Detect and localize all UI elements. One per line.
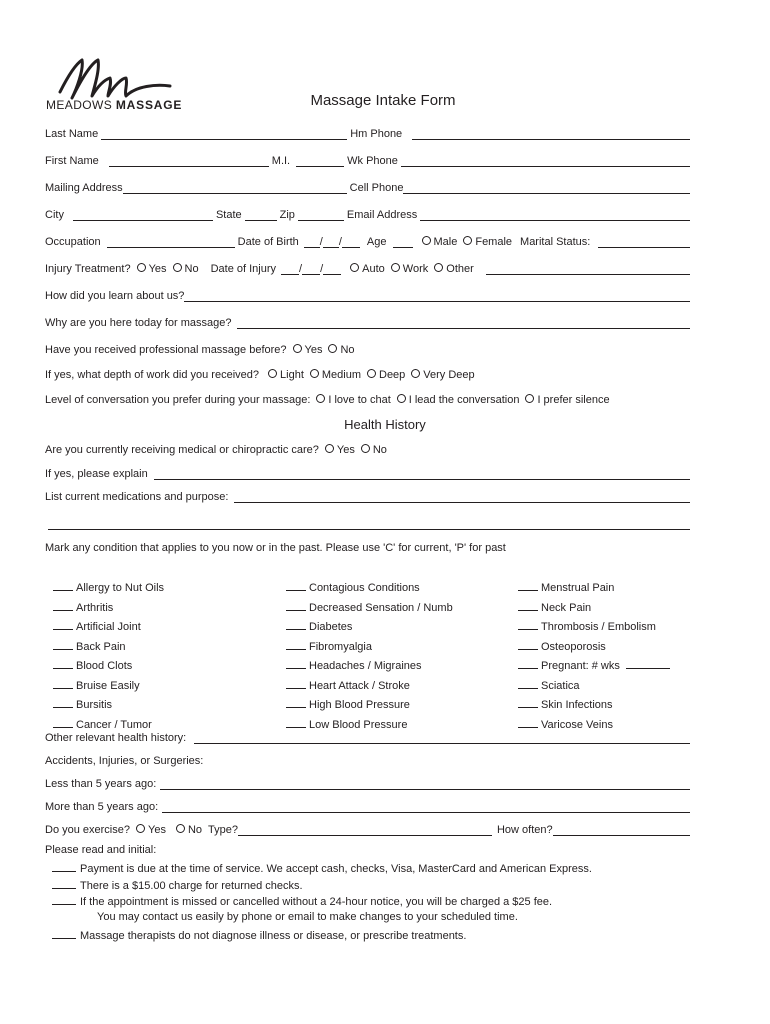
exercise-type-field[interactable] — [238, 824, 492, 836]
prefer-silence-radio[interactable]: I prefer silence — [525, 394, 609, 406]
city-field[interactable] — [73, 209, 213, 221]
first-name-field[interactable] — [109, 155, 269, 167]
row-learn: How did you learn about us? — [45, 288, 693, 302]
injury-no-radio[interactable]: No — [173, 263, 199, 275]
row-care: Are you currently receiving medical or chiropractic care? Yes No — [45, 444, 387, 456]
condition-mark-field[interactable] — [518, 580, 538, 591]
condition-item — [518, 600, 591, 614]
condition-label: Contagious Conditions — [309, 582, 420, 594]
condition-item — [53, 600, 113, 614]
condition-mark-field[interactable] — [286, 600, 306, 611]
injury-other-field[interactable] — [486, 263, 690, 275]
other-radio[interactable]: Other — [434, 263, 474, 275]
condition-mark-field[interactable] — [53, 600, 73, 611]
condition-label: Allergy to Nut Oils — [76, 582, 165, 594]
mi-field[interactable] — [296, 155, 344, 167]
initial-field[interactable] — [52, 894, 76, 905]
policy-item — [52, 878, 303, 892]
condition-mark-field[interactable] — [53, 619, 73, 630]
condition-item — [53, 619, 141, 633]
condition-mark-field[interactable] — [286, 658, 306, 669]
condition-item — [518, 580, 614, 594]
condition-item — [53, 717, 152, 731]
exercise-no-radio[interactable]: No — [176, 824, 202, 836]
explain-field[interactable] — [154, 468, 690, 480]
received-yes-radio[interactable]: Yes — [293, 344, 323, 356]
condition-label: Sciatica — [541, 679, 580, 692]
condition-item — [53, 639, 126, 653]
condition-label: Varicose Veins — [541, 718, 613, 731]
row-explain: If yes, please explain — [45, 466, 693, 480]
wk-phone-field[interactable] — [401, 155, 690, 167]
condition-item — [518, 678, 580, 692]
row-injury: Injury Treatment? Yes No Date of Injury / / Auto Work Other — [45, 261, 693, 275]
medium-radio[interactable]: Medium — [310, 369, 361, 381]
condition-label: Fibromyalgia — [309, 640, 372, 653]
row-occupation: Occupation Date of Birth / / Age Male Female Marital Status: — [45, 234, 693, 248]
condition-mark-field[interactable] — [518, 619, 538, 630]
row-last-name: Last Name Hm Phone — [45, 126, 693, 140]
cell-phone-field[interactable] — [403, 182, 690, 194]
health-history-heading: Health History — [344, 417, 426, 432]
condition-mark-field[interactable] — [53, 639, 73, 650]
auto-radio[interactable]: Auto — [350, 263, 385, 275]
row-exercise: Do you exercise? Yes No Type? How often? — [45, 822, 693, 836]
condition-item — [286, 658, 422, 672]
work-radio[interactable]: Work — [391, 263, 428, 275]
condition-item — [518, 639, 606, 653]
condition-mark-field[interactable] — [53, 678, 73, 689]
female-radio[interactable]: Female — [463, 236, 512, 248]
initial-field[interactable] — [52, 928, 76, 939]
row-first-name: First Name M.I. Wk Phone — [45, 153, 693, 167]
initial-field[interactable] — [52, 861, 76, 872]
dob-month-field[interactable] — [304, 236, 320, 248]
marital-status-field[interactable] — [598, 236, 690, 248]
male-radio[interactable]: Male — [422, 236, 458, 248]
condition-mark-field[interactable] — [286, 678, 306, 689]
meds-field-2[interactable] — [48, 518, 690, 530]
more5-field[interactable] — [162, 801, 690, 813]
row-less5: Less than 5 years ago: — [45, 776, 693, 790]
condition-mark-field[interactable] — [286, 580, 306, 591]
meds-field[interactable] — [234, 491, 690, 503]
row-more5: More than 5 years ago: — [45, 799, 693, 813]
row-other-history: Other relevant health history: — [45, 730, 693, 744]
lead-conversation-radio[interactable]: I lead the conversation — [397, 394, 520, 406]
row-mailing: Mailing Address Cell Phone — [45, 180, 693, 194]
condition-label: Diabetes — [309, 621, 353, 633]
row-conversation: Level of conversation you prefer during your massage: I love to chat I lead the conversation I prefer silence — [45, 394, 610, 406]
condition-label: Decreased Sensation / Numb — [309, 601, 453, 614]
condition-label: High Blood Pressure — [309, 699, 410, 711]
condition-item — [286, 678, 410, 692]
condition-mark-field[interactable] — [53, 658, 73, 669]
row-city: City State Zip Email Address — [45, 207, 693, 221]
policy-item-last: Massage therapists do not diagnose illness or disease, or prescribe treatments. — [52, 928, 466, 942]
condition-item — [53, 678, 140, 692]
injury-day-field[interactable] — [302, 263, 320, 275]
row-depth: If yes, what depth of work did you received? Light Medium Deep Very Deep — [45, 369, 475, 381]
condition-item — [53, 697, 112, 711]
mailing-address-field[interactable] — [123, 182, 347, 194]
row-meds: List current medications and purpose: — [45, 489, 693, 503]
row-mark: Mark any condition that applies to you now or in the past. Please use 'C' for current, 'P' for past — [45, 542, 506, 554]
love-chat-radio[interactable]: I love to chat — [316, 394, 390, 406]
condition-label: Back Pain — [76, 640, 126, 653]
less5-field[interactable] — [160, 778, 690, 790]
injury-year-field[interactable] — [323, 263, 341, 275]
condition-item — [518, 697, 613, 711]
zip-field[interactable] — [298, 209, 344, 221]
condition-mark-field[interactable] — [286, 697, 306, 708]
how-often-field[interactable] — [553, 824, 690, 836]
condition-label: Cancer / Tumor — [76, 718, 152, 731]
condition-mark-field[interactable] — [286, 639, 306, 650]
other-history-field[interactable] — [194, 732, 690, 744]
condition-mark-field[interactable] — [518, 678, 538, 689]
condition-mark-field[interactable] — [286, 717, 306, 728]
condition-mark-field[interactable] — [518, 658, 538, 669]
policy-contact: You may contact us easily by phone or email to make changes to your scheduled time. — [97, 911, 518, 923]
condition-label: Blood Clots — [76, 660, 133, 672]
dob-year-field[interactable] — [342, 236, 360, 248]
condition-label: Bursitis — [76, 699, 113, 711]
care-no-radio[interactable]: No — [361, 444, 387, 456]
brand-name: MEADOWS MASSAGE — [46, 98, 183, 112]
condition-label: Pregnant: # wks — [541, 660, 620, 672]
condition-label: Bruise Easily — [76, 679, 140, 692]
condition-item — [286, 619, 352, 633]
condition-item — [286, 600, 453, 614]
policy-text: There is a $15.00 charge for returned checks. — [80, 879, 303, 892]
condition-mark-field[interactable] — [286, 619, 306, 630]
last-name-field[interactable] — [101, 128, 347, 140]
condition-item — [286, 639, 372, 653]
condition-label: Skin Infections — [541, 699, 613, 711]
email-field[interactable] — [420, 209, 690, 221]
initial-field[interactable] — [52, 878, 76, 889]
condition-item — [518, 658, 670, 672]
condition-label: Artificial Joint — [76, 621, 141, 633]
condition-label: Osteoporosis — [541, 640, 606, 653]
row-meds-2 — [45, 516, 693, 530]
condition-item — [518, 619, 656, 633]
condition-item — [53, 580, 164, 594]
policy-text: If the appointment is missed or cancelled without a 24-hour notice, you will be charged a $25 fee. — [80, 896, 553, 908]
condition-mark-field[interactable] — [518, 697, 538, 708]
why-field[interactable] — [237, 317, 690, 329]
condition-label: Menstrual Pain — [541, 582, 615, 594]
very-deep-radio[interactable]: Very Deep — [411, 369, 474, 381]
exercise-yes-radio[interactable]: Yes — [136, 824, 166, 836]
condition-label: Neck Pain — [541, 601, 592, 614]
row-received: Have you received professional massage before? Yes No — [45, 344, 355, 356]
condition-mark-field[interactable] — [518, 600, 538, 611]
condition-label: Arthritis — [76, 601, 114, 614]
dob-day-field[interactable] — [323, 236, 339, 248]
occupation-field[interactable] — [107, 236, 235, 248]
received-no-radio[interactable]: No — [328, 344, 354, 356]
age-field[interactable] — [393, 236, 413, 248]
light-radio[interactable]: Light — [268, 369, 304, 381]
policy-text: Payment is due at the time of service. We accept cash, checks, Visa, MasterCard and American Express. — [80, 863, 592, 875]
condition-item — [286, 580, 420, 594]
condition-label: Thrombosis / Embolism — [541, 621, 656, 633]
condition-mark-field[interactable] — [53, 580, 73, 591]
condition-mark-field[interactable] — [518, 717, 538, 728]
deep-radio[interactable]: Deep — [367, 369, 405, 381]
condition-item — [53, 658, 132, 672]
row-why: Why are you here today for massage? — [45, 315, 693, 329]
condition-item — [286, 697, 410, 711]
care-yes-radio[interactable]: Yes — [325, 444, 355, 456]
form-title: Massage Intake Form — [310, 92, 456, 109]
pregnant-weeks-field[interactable] — [626, 658, 670, 669]
hm-phone-field[interactable] — [412, 128, 690, 140]
injury-month-field[interactable] — [281, 263, 299, 275]
condition-label: Heart Attack / Stroke — [309, 679, 410, 692]
condition-label: Low Blood Pressure — [309, 718, 408, 731]
condition-item — [286, 717, 407, 731]
condition-mark-field[interactable] — [53, 697, 73, 708]
row-accidents: Accidents, Injuries, or Surgeries: — [45, 755, 204, 767]
condition-label: Headaches / Migraines — [309, 660, 422, 672]
condition-mark-field[interactable] — [53, 717, 73, 728]
state-field[interactable] — [245, 209, 277, 221]
injury-yes-radio[interactable]: Yes — [137, 263, 167, 275]
condition-item — [518, 717, 613, 731]
policy-item — [52, 861, 592, 875]
condition-mark-field[interactable] — [518, 639, 538, 650]
learn-field[interactable] — [184, 290, 690, 302]
policy-item — [52, 894, 552, 908]
please-initial: Please read and initial: — [45, 844, 157, 856]
